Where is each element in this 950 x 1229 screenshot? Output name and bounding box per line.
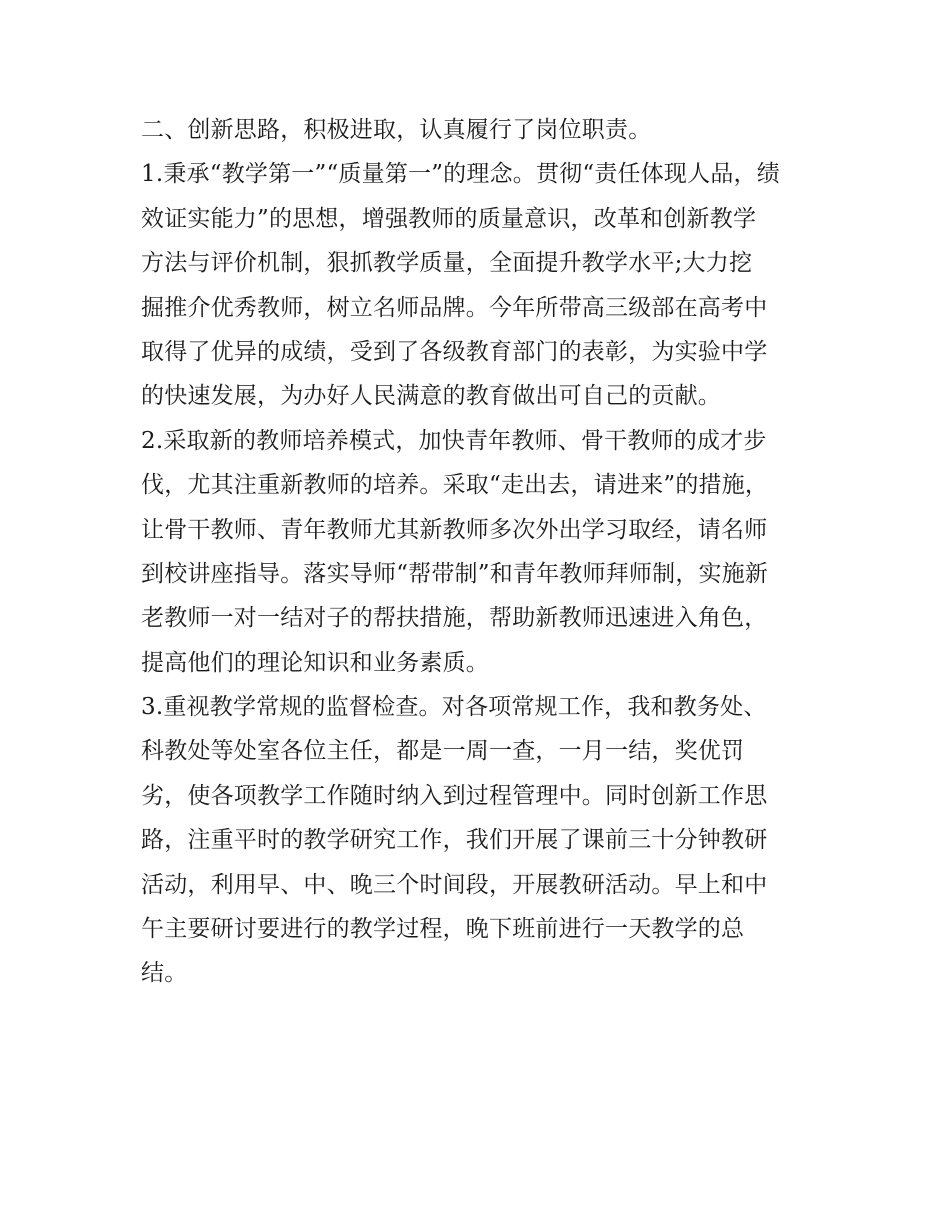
paragraph-line: 方法与评价机制，狠抓教学质量，全面提升教学水平;大力挖	[141, 250, 753, 277]
paragraph-line: 的快速发展，为办好人民满意的教育做出可自己的贡献。	[141, 383, 721, 410]
paragraph-3	[141, 685, 821, 996]
paragraph-line: 掘推介优秀教师，树立名师品牌。今年所带高三级部在高考中	[141, 294, 768, 321]
paragraph-line: 2.采取新的教师培养模式，加快青年教师、骨干教师的成才步	[141, 427, 767, 454]
paragraph-line: 路，注重平时的教学研究工作，我们开展了课前三十分钟教研	[141, 827, 768, 854]
paragraph-line: 伐，尤其注重新教师的培养。采取“走出去，请进来”的措施，	[141, 472, 769, 499]
paragraph-line: 科教处等处室各位主任，都是一周一查，一月一结，奖优罚	[141, 738, 745, 765]
paragraph-line: 让骨干教师、青年教师尤其新教师多次外出学习取经，请名师	[141, 516, 768, 543]
document-body	[141, 108, 821, 996]
paragraph-line: 3.重视教学常规的监督检查。对各项常规工作，我和教务处、	[141, 694, 767, 721]
paragraph-line: 取得了优异的成绩，受到了各级教育部门的表彰，为实验中学	[141, 338, 768, 365]
paragraph-1	[141, 152, 821, 418]
paragraph-line: 午主要研讨要进行的教学过程，晚下班前进行一天教学的总	[141, 916, 745, 943]
paragraph-line: 老教师一对一结对子的帮扶措施，帮助新教师迅速进入角色，	[141, 605, 768, 632]
heading-line: 二、创新思路，积极进取，认真履行了岗位职责。	[141, 117, 652, 143]
paragraph-line: 提高他们的理论知识和业务素质。	[141, 649, 489, 676]
paragraph-line: 结。	[141, 960, 188, 987]
paragraph-line: 活动，利用早、中、晚三个时间段，开展教研活动。早上和中	[141, 871, 768, 898]
paragraph-line: 到校讲座指导。落实导师“帮带制”和青年教师拜师制，实施新	[141, 560, 769, 587]
section-heading	[141, 108, 821, 152]
paragraph-line: 效证实能力”的思想，增强教师的质量意识，改革和创新教学	[141, 205, 757, 232]
paragraph-line: 劣，使各项教学工作随时纳入到过程管理中。同时创新工作思	[141, 782, 768, 809]
paragraph-2	[141, 419, 821, 685]
paragraph-line: 1.秉承“教学第一”“质量第一”的理念。贯彻“责任体现人品，绩	[141, 161, 780, 188]
